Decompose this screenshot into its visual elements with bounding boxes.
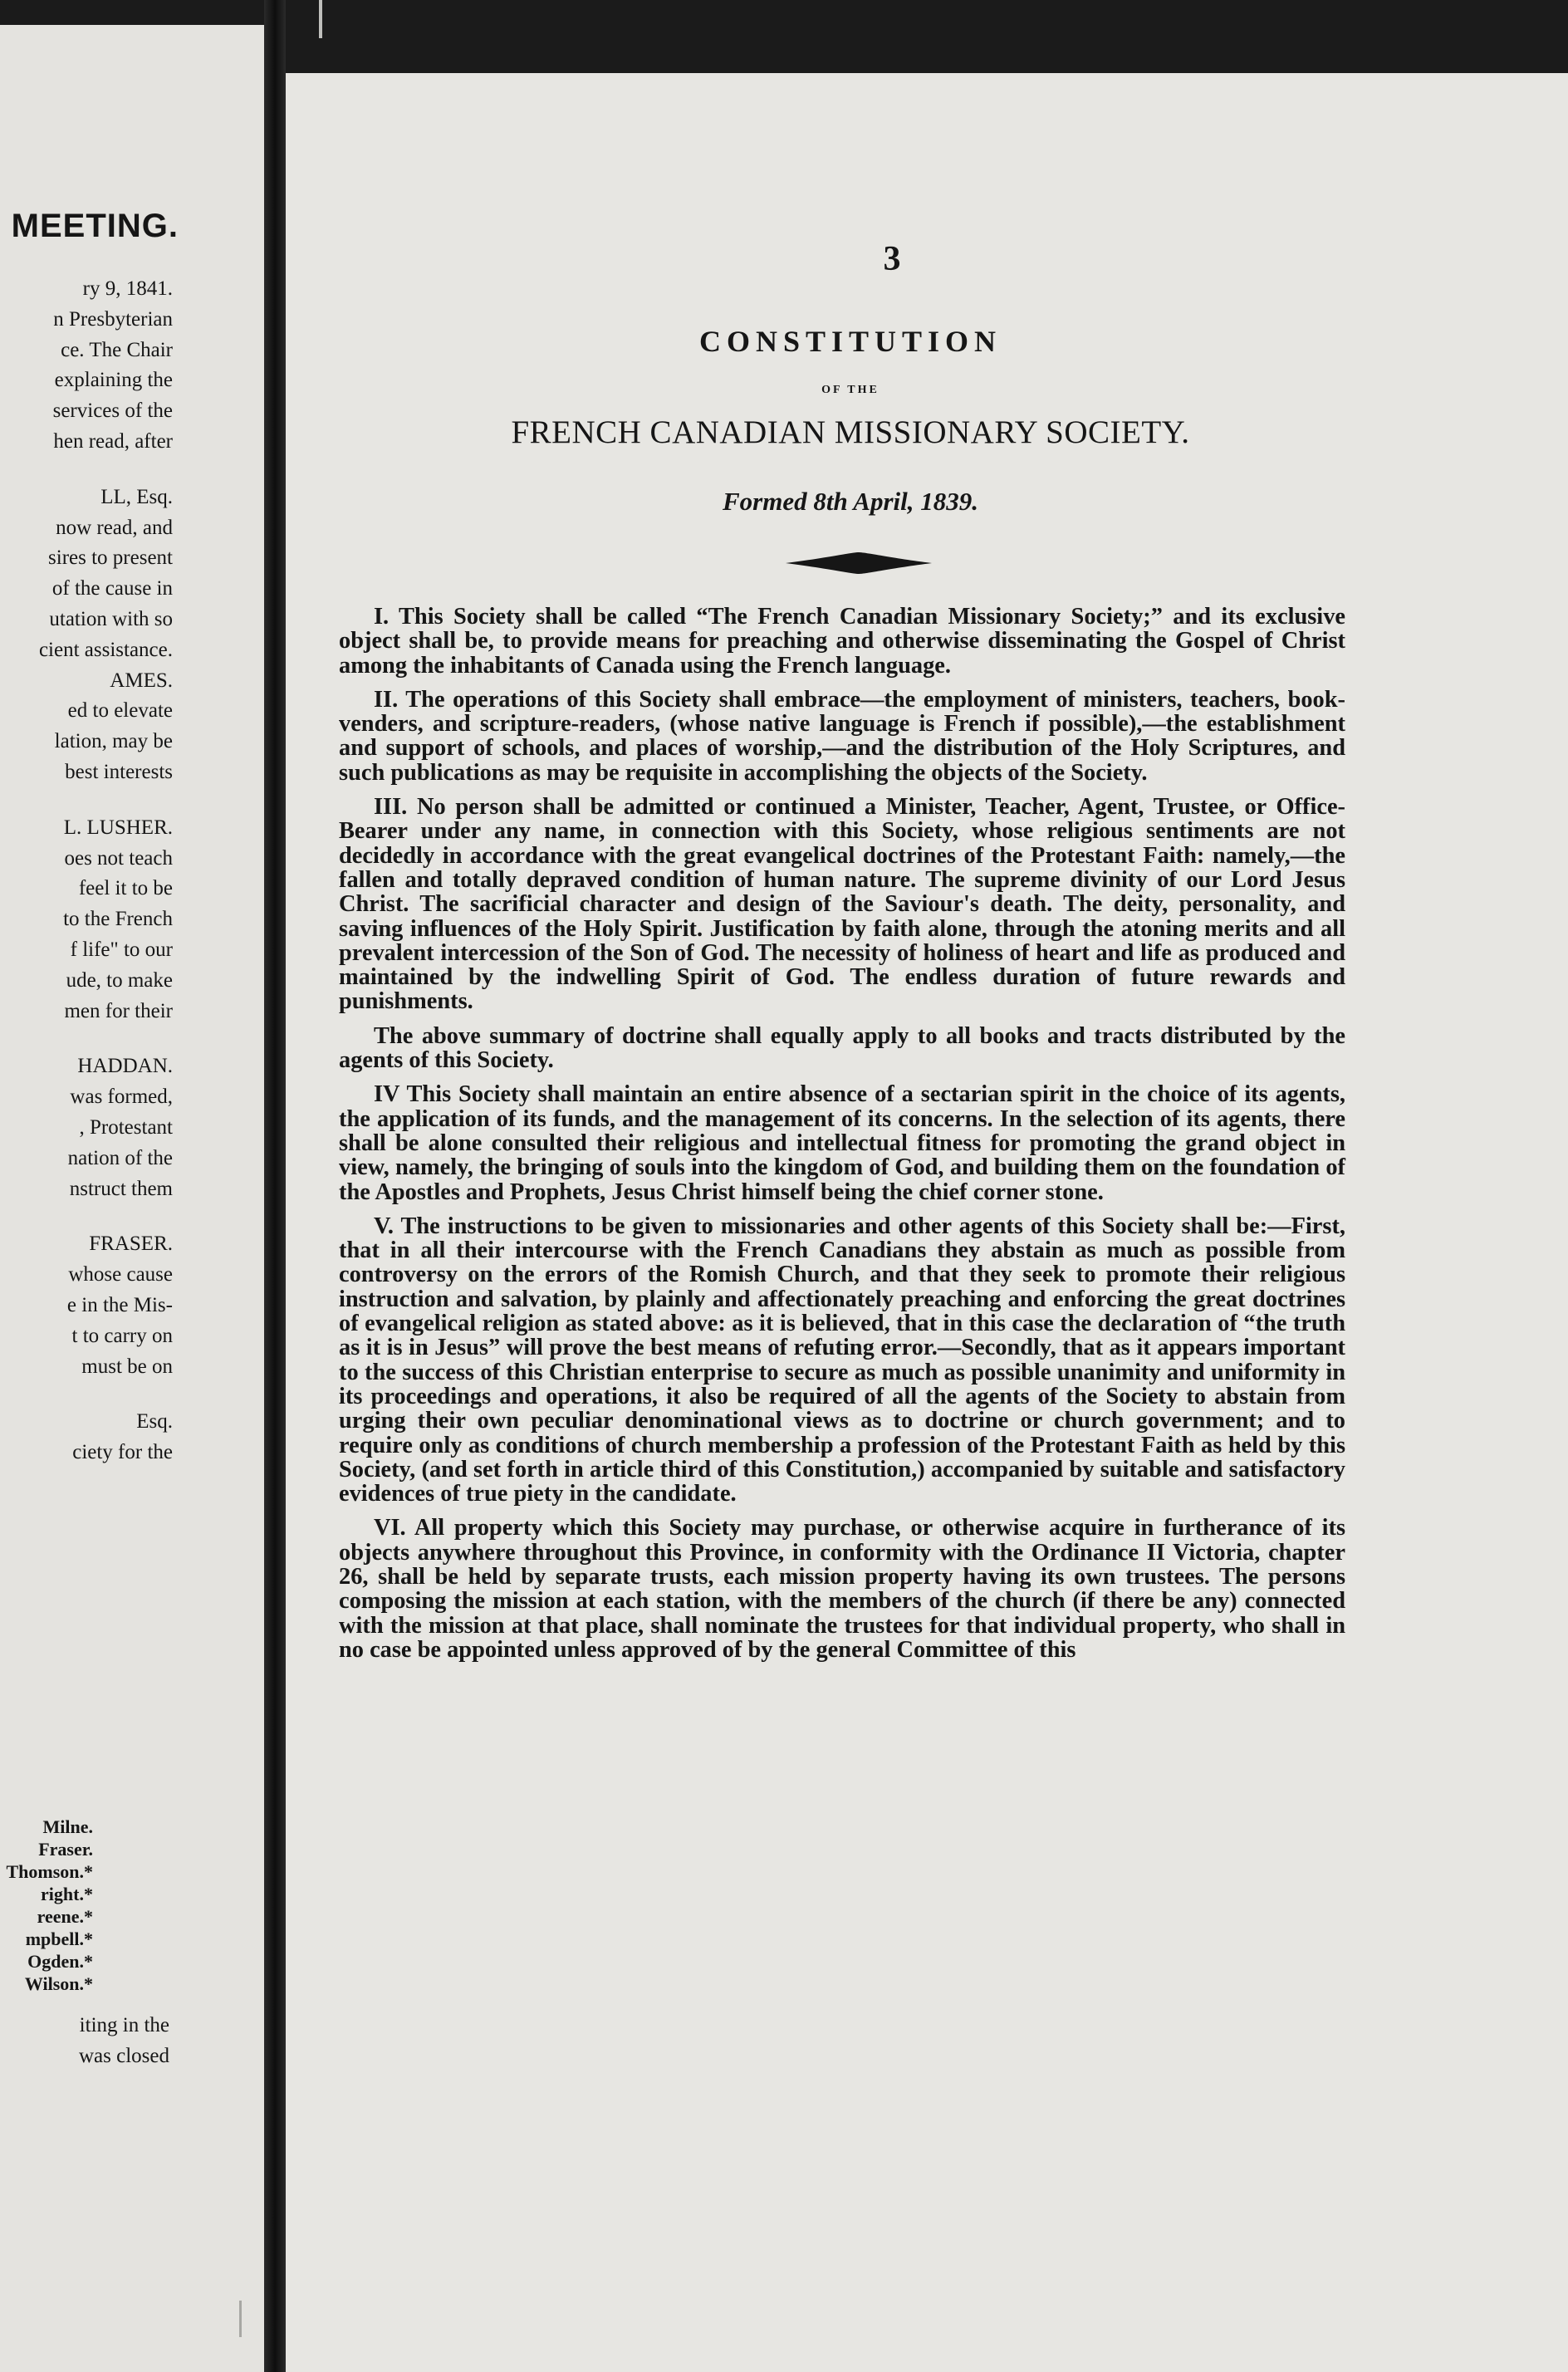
title-connector: OF THE [821, 384, 880, 396]
text-line: hen read, after [53, 429, 173, 453]
article-3: III. No person shall be admitted or continued a Minister, Teacher, Agent, Trustee, or Office-Bearer under any name, in connection with this Society, whose religious sentiments are not decidedly in accordance with the great evangelical doctrines of the Protestant Faith: namely,—the fallen and totally depraved condition of human nature. The supreme divinity of our Lord Jesus Christ. The sacrificial character and design of the Saviour's death. The deity, personality, and saving influences of the Holy Spirit. Justification by faith alone, through the atoning merits and all prevalent intercession of the Son of God. The necessity of holiness of heart and life as produced and maintained by the indwelling Spirit of God. The endless duration of future rewards and punishments. [339, 794, 1345, 1015]
text-line: was formed, [70, 1086, 173, 1109]
text-line: FRASER. [89, 1233, 173, 1256]
previous-page [0, 25, 264, 2372]
text-line: of the cause in [51, 577, 173, 600]
text-line: iting in the [79, 2014, 169, 2036]
article-2: II. The operations of this Society shall embrace—the employment of ministers, teachers, book-venders, and scripture-readers, (whose native language is French if possible),—the establishment and support of schools, and places of worship,—and the distribution of the Holy Scriptures, and such publications as may be requisite in accomplishing the objects of the Society. [339, 686, 1345, 786]
text-line: oes not teach [64, 846, 173, 870]
text-line: ce. The Chair [61, 338, 173, 361]
article-5: V. The instructions to be given to missionaries and other agents of this Society shall be:—First, that in all their intercourse with the French Canadians they abstain as much as possible from controversy on the errors of the Romish Church, and that they seek to promote their religious instruction and salvation, by plainly and affectionately preaching and enforcing the great doctrines of evangelical religion as stated above: as it is believed, that in this case the declaration of “the truth as it is in Jesus” will prove the best means of refuting error.—Secondly, that as it appears important to the success of this Christian enterprise to secure as much as possible unanimity and uniformity in its proceedings and operations, it also be required of all the agents of the Society to abstain from urging their own peculiar denominational views as to doctrine or church government; and to require only as conditions of church membership a profession of the Protestant Faith as held by this Society, (and set forth in article third of this Constitution,) accompanied by suitable and satisfactory evidences of true piety in the candidate. [339, 1213, 1345, 1507]
text-line: services of the [52, 399, 173, 423]
name-line: Fraser. [38, 1839, 93, 1860]
name-line: Ogden.* [27, 1951, 93, 1972]
name-line: Milne. [42, 1816, 93, 1837]
text-line: Esq. [136, 1410, 173, 1433]
text-line: t to carry on [71, 1324, 173, 1347]
current-page [286, 73, 1568, 2372]
text-line: n Presbyterian [53, 307, 173, 331]
text-line: ude, to make [66, 968, 173, 992]
previous-page-heading: MEETING. [11, 208, 179, 244]
book-gutter [264, 0, 286, 2372]
line-gap [0, 788, 173, 813]
text-line: to the French [63, 908, 173, 931]
article-6: VI. All property which this Society may purchase, or otherwise acquire in furtherance of its objects anywhere throughout this Province, in conformity with the Ordinance II Victoria, chapter 26, shall be held by separate trusts, each mission property having its own trustees. The persons composing the mission at each station, with the members of the church (if there be any) connected with the mission at that place, shall nominate the trustees for that individual property, who shall in no case be appointed unless approved of by the general Committee of this [339, 1515, 1345, 1663]
scan-mark [319, 0, 322, 38]
text-line: e in the Mis- [66, 1293, 173, 1316]
doctrine-summary: The above summary of doctrine shall equally apply to all books and tracts distributed by the agents of this Society. [339, 1022, 1345, 1074]
text-line: HADDAN. [77, 1055, 173, 1078]
text-line: best interests [65, 760, 173, 783]
text-line: was closed [79, 2045, 169, 2067]
previous-page-closing [0, 2010, 169, 2071]
text-line: ciety for the [72, 1441, 173, 1464]
text-line: L. LUSHER. [63, 816, 173, 839]
text-line: AMES. [110, 669, 173, 692]
divider-ornament-icon [784, 549, 933, 577]
line-gap [0, 458, 173, 483]
line-gap [0, 1382, 173, 1407]
name-line: mpbell.* [25, 1928, 93, 1949]
text-line: nstruct them [69, 1177, 173, 1200]
constitution-articles [339, 605, 1345, 1662]
text-line: now read, and [56, 516, 173, 539]
text-line: explaining the [54, 369, 173, 392]
line-gap [0, 1027, 173, 1051]
article-1: I. This Society shall be called “The French Canadian Missionary Society;” and its exclusive object shall be, to provide means for preaching and otherwise disseminating the Gospel of Christ among the inhabitants of Canada using the French language. [339, 604, 1345, 679]
text-line: must be on [81, 1355, 173, 1378]
document-title: CONSTITUTION [698, 325, 1002, 358]
formed-date: Formed 8th April, 1839. [722, 487, 979, 516]
text-line: ed to elevate [67, 699, 173, 723]
text-line: nation of the [67, 1146, 173, 1169]
text-line: ry 9, 1841. [82, 277, 173, 300]
line-gap [0, 1204, 173, 1229]
society-name: FRENCH CANADIAN MISSIONARY SOCIETY. [511, 414, 1190, 450]
name-line: right.* [41, 1884, 93, 1904]
name-line: Wilson.* [24, 1973, 93, 1994]
article-4: IV This Society shall maintain an entire absence of a sectarian spirit in the choice of its agents, the application of its funds, and the management of its concerns. In the selection of its agents, there shall be alone consulted their religious and intellectual fitness for promoting the grand object in view, namely, the bringing of souls into the kingdom of God, and building them on the foundation of the Apostles and Prophets, Jesus Christ himself being the chief corner stone. [339, 1081, 1345, 1205]
text-line: whose cause [68, 1263, 173, 1286]
page-number: 3 [883, 240, 901, 278]
text-line: feel it to be [78, 877, 173, 900]
previous-page-text [0, 274, 173, 1468]
text-line: , Protestant [79, 1115, 173, 1139]
text-line: lation, may be [54, 730, 173, 753]
text-line: utation with so [49, 607, 173, 630]
committee-names [0, 1816, 93, 1995]
text-line: LL, Esq. [100, 485, 173, 508]
name-line: reene.* [37, 1906, 93, 1927]
scan-mark [239, 2301, 242, 2337]
text-line: cient assistance. [38, 638, 173, 661]
text-line: men for their [64, 999, 173, 1022]
name-line: Thomson.* [6, 1861, 93, 1882]
text-line: f life" to our [70, 938, 173, 961]
text-line: sires to present [48, 546, 173, 570]
